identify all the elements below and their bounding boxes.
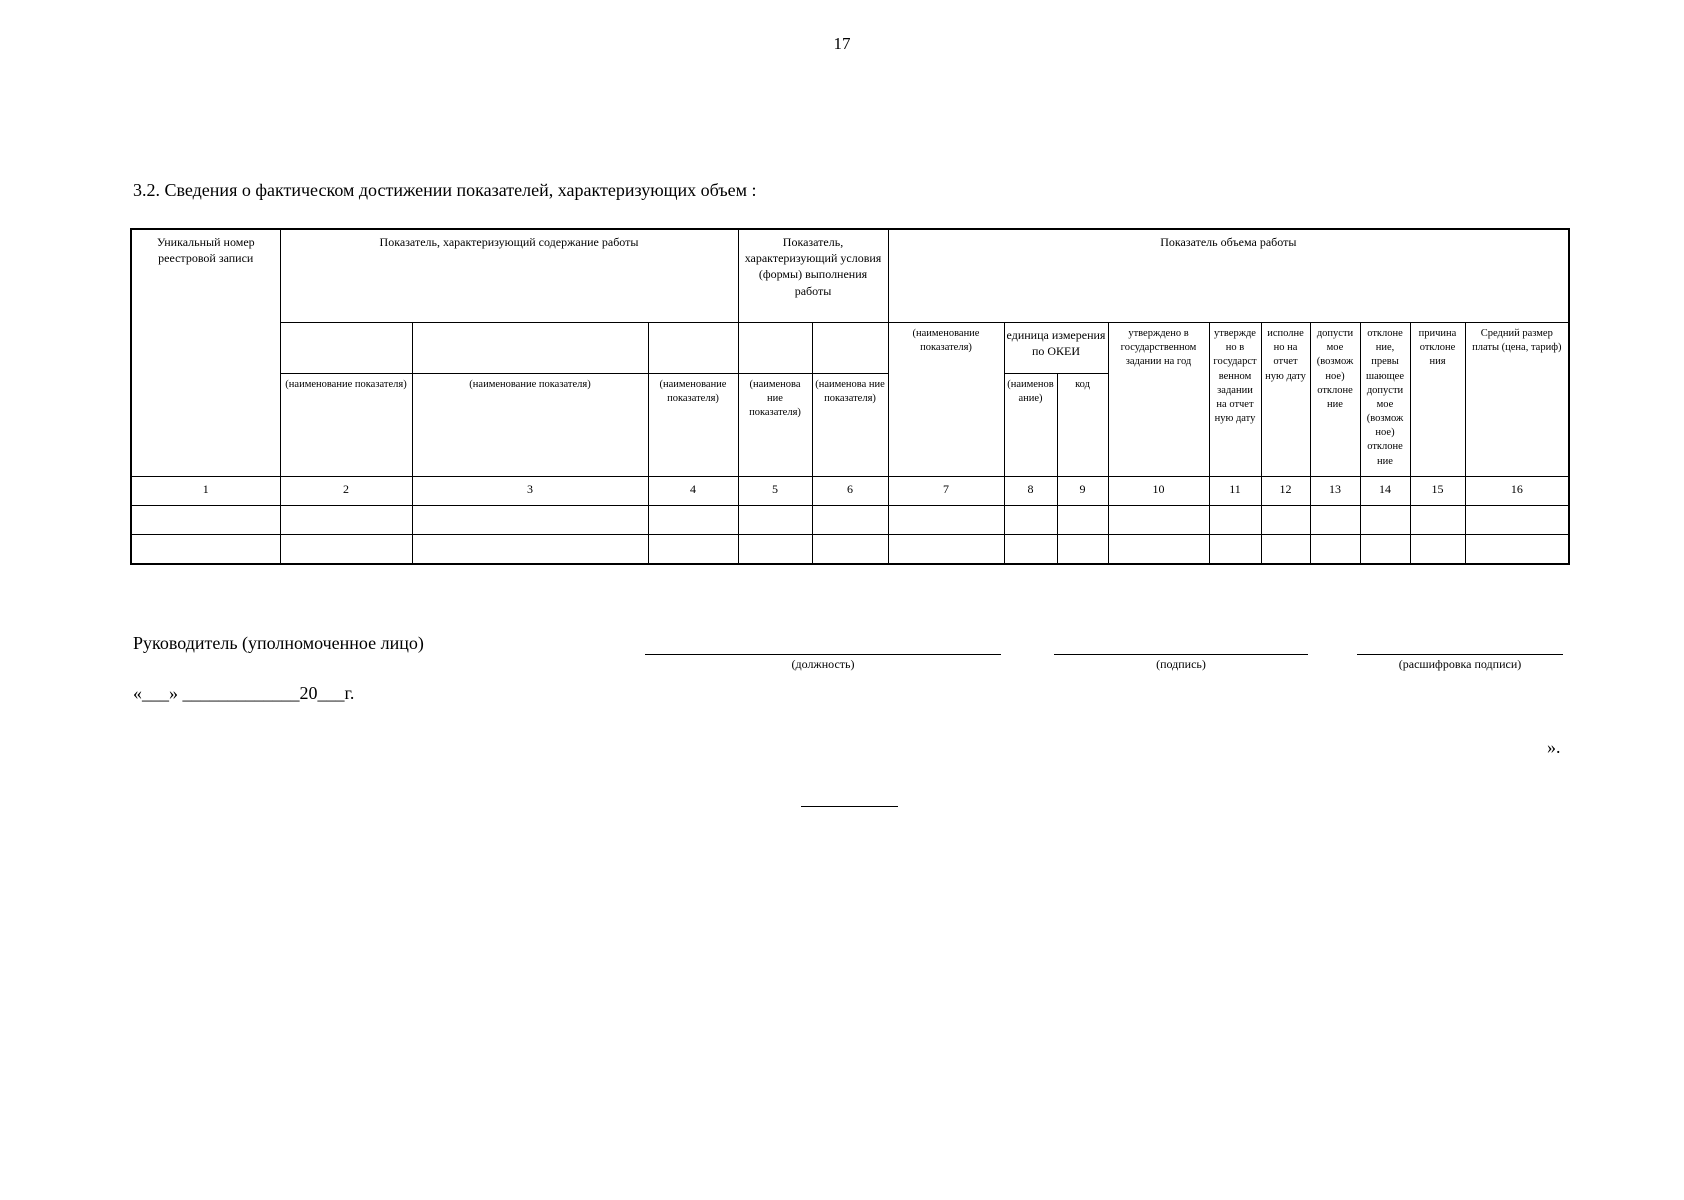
data-cell xyxy=(1108,535,1209,565)
column-number: 7 xyxy=(888,477,1004,506)
header-okei-code: код xyxy=(1057,374,1108,477)
header-excess-deviation: отклоне ние, превы шающее допусти мое (возмож ное) отклоне ние xyxy=(1360,323,1410,477)
data-cell xyxy=(1004,506,1057,535)
signer-label: Руководитель (уполномоченное лицо) xyxy=(133,633,424,653)
data-cell xyxy=(1209,535,1261,565)
column-number: 2 xyxy=(280,477,412,506)
data-cell xyxy=(1465,535,1569,565)
blank-cell xyxy=(738,323,812,374)
date-line: «___» _____________20___г. xyxy=(133,683,355,703)
data-cell xyxy=(1465,506,1569,535)
column-number: 3 xyxy=(412,477,648,506)
data-cell xyxy=(1057,506,1108,535)
data-cell xyxy=(888,506,1004,535)
blank-cell xyxy=(648,323,738,374)
data-cell xyxy=(1310,535,1360,565)
header-registry-number: Уникальный номер реестровой записи xyxy=(131,229,280,477)
header-approved-year: утверждено в государственном задании на год xyxy=(1108,323,1209,477)
column-number: 1 xyxy=(131,477,280,506)
footnote-separator xyxy=(801,806,898,807)
data-cell xyxy=(1004,535,1057,565)
data-cell xyxy=(1261,535,1310,565)
data-cell xyxy=(131,535,280,565)
data-cell xyxy=(1209,506,1261,535)
header-average-fee: Средний размер платы (цена, тариф) xyxy=(1465,323,1569,477)
data-cell xyxy=(888,535,1004,565)
header-conditions-indicator: Показатель, характеризующий условия (формы) выполнения работы xyxy=(738,229,888,323)
signature-caption: (подпись) xyxy=(1156,657,1206,671)
position-caption: (должность) xyxy=(791,657,855,671)
data-cell xyxy=(412,506,648,535)
signature-line xyxy=(1054,654,1308,655)
data-cell xyxy=(412,535,648,565)
header-allowed-deviation: допусти мое (возмож ное) отклоне ние xyxy=(1310,323,1360,477)
closing-quote-mark: ». xyxy=(1547,737,1561,757)
header-content-indicator: Показатель, характеризующий содержание работы xyxy=(280,229,738,323)
table-row xyxy=(131,506,1569,535)
table-row xyxy=(131,535,1569,565)
signature-decoding-line xyxy=(1357,654,1563,655)
position-line xyxy=(645,654,1001,655)
column-number: 8 xyxy=(1004,477,1057,506)
volume-indicators-table xyxy=(130,228,1570,565)
column-number: 11 xyxy=(1209,477,1261,506)
data-cell xyxy=(1261,506,1310,535)
data-cell xyxy=(738,535,812,565)
data-cell xyxy=(648,535,738,565)
data-cell xyxy=(131,506,280,535)
column-number: 10 xyxy=(1108,477,1209,506)
header-executed: исполне но на отчет ную дату xyxy=(1261,323,1310,477)
signature-decoding-caption: (расшифровка подписи) xyxy=(1398,657,1522,671)
blank-cell xyxy=(812,323,888,374)
data-cell xyxy=(1310,506,1360,535)
data-cell xyxy=(648,506,738,535)
header-content-indicator-name-3: (наименование показателя) xyxy=(648,374,738,477)
column-number: 5 xyxy=(738,477,812,506)
column-number: 12 xyxy=(1261,477,1310,506)
section-title: 3.2. Сведения о фактическом достижении показателей, характеризующих объем : xyxy=(133,180,757,200)
column-number: 13 xyxy=(1310,477,1360,506)
page-number: 17 xyxy=(833,34,851,53)
header-approved-report-date: утвержде но в государст венном задании на отчет ную дату xyxy=(1209,323,1261,477)
header-okei-unit: единица измерения по ОКЕИ xyxy=(1004,323,1108,374)
data-cell xyxy=(1360,506,1410,535)
column-number-row xyxy=(131,477,1569,506)
blank-cell xyxy=(412,323,648,374)
column-number: 4 xyxy=(648,477,738,506)
column-number: 15 xyxy=(1410,477,1465,506)
header-volume-indicator: Показатель объема работы xyxy=(888,229,1569,323)
data-cell xyxy=(1410,535,1465,565)
data-cell xyxy=(1360,535,1410,565)
data-cell xyxy=(812,535,888,565)
header-deviation-reason: причина отклоне ния xyxy=(1410,323,1465,477)
header-content-indicator-name-1: (наименование показателя) xyxy=(280,374,412,477)
data-cell xyxy=(1108,506,1209,535)
header-okei-name: (наименов ание) xyxy=(1004,374,1057,477)
data-cell xyxy=(1410,506,1465,535)
header-condition-indicator-name-2: (наименова ние показателя) xyxy=(812,374,888,477)
data-cell xyxy=(812,506,888,535)
column-number: 9 xyxy=(1057,477,1108,506)
column-number: 14 xyxy=(1360,477,1410,506)
header-content-indicator-name-2: (наименование показателя) xyxy=(412,374,648,477)
header-volume-indicator-name: (наименование показателя) xyxy=(888,323,1004,477)
blank-cell xyxy=(280,323,412,374)
data-cell xyxy=(280,506,412,535)
header-condition-indicator-name-1: (наименова ние показателя) xyxy=(738,374,812,477)
column-number: 6 xyxy=(812,477,888,506)
data-cell xyxy=(1057,535,1108,565)
column-number: 16 xyxy=(1465,477,1569,506)
data-cell xyxy=(280,535,412,565)
data-cell xyxy=(738,506,812,535)
